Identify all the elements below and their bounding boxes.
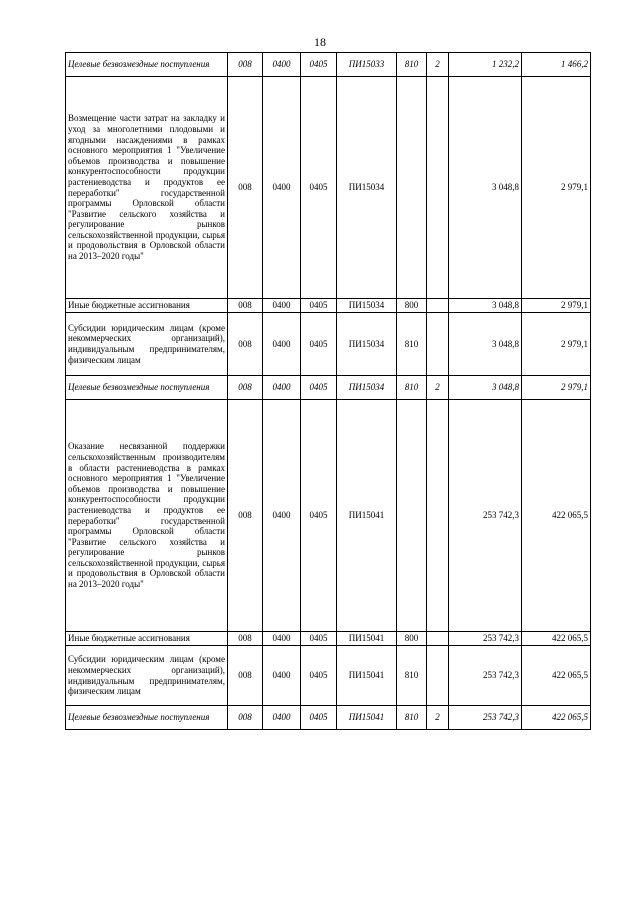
section-code: 0400 — [263, 313, 301, 376]
row-name: Возмещение части затрат на закладку и уход за многолетними плодовыми и ягодными насаждениями в рамках основного мероприятия 1 "Увеличение объемов производства и повышение конкурентоспособности продукции растениеводства и продуктов ее переработки" государственной программы Орловской области "Развитие сельского хозяйства и регулирование рынков сельскохозяйственной продукции, сырья и продовольствия в Орловской области на 2013–2020 годы" — [66, 77, 228, 299]
amount-year-1: 3 048,8 — [449, 299, 522, 313]
row-name: Целевые безвозмездные поступления — [66, 53, 228, 77]
section-code: 0400 — [263, 376, 301, 400]
amount-year-2: 422 065,5 — [522, 632, 591, 646]
subsection-code: 0405 — [301, 632, 337, 646]
source-code — [427, 313, 449, 376]
amount-year-2: 422 065,5 — [522, 706, 591, 730]
amount-year-1: 1 232,2 — [449, 53, 522, 77]
expense-type-code: 810 — [397, 376, 427, 400]
ministry-code: 008 — [228, 77, 263, 299]
section-code: 0400 — [263, 632, 301, 646]
ministry-code: 008 — [228, 313, 263, 376]
amount-year-2: 2 979,1 — [522, 313, 591, 376]
budget-table — [65, 52, 591, 730]
table-row — [66, 400, 591, 632]
amount-year-1: 253 742,3 — [449, 400, 522, 632]
amount-year-1: 3 048,8 — [449, 77, 522, 299]
row-name: Иные бюджетные ассигнования — [66, 299, 228, 313]
expense-type-code: 810 — [397, 313, 427, 376]
table-row — [66, 706, 591, 730]
target-code: ПИ15034 — [337, 313, 397, 376]
table-row — [66, 53, 591, 77]
subsection-code: 0405 — [301, 299, 337, 313]
amount-year-2: 2 979,1 — [522, 376, 591, 400]
row-name: Субсидии юридическим лицам (кроме некоммерческих организаций), индивидуальным предпринимателям, физическим лицам — [66, 646, 228, 706]
subsection-code: 0405 — [301, 400, 337, 632]
amount-year-2: 2 979,1 — [522, 77, 591, 299]
expense-type-code: 810 — [397, 706, 427, 730]
amount-year-1: 253 742,3 — [449, 632, 522, 646]
source-code: 2 — [427, 376, 449, 400]
target-code: ПИ15041 — [337, 632, 397, 646]
source-code — [427, 400, 449, 632]
target-code: ПИ15033 — [337, 53, 397, 77]
row-name: Целевые безвозмездные поступления — [66, 706, 228, 730]
section-code: 0400 — [263, 646, 301, 706]
section-code: 0400 — [263, 299, 301, 313]
target-code: ПИ15034 — [337, 376, 397, 400]
subsection-code: 0405 — [301, 313, 337, 376]
amount-year-1: 253 742,3 — [449, 706, 522, 730]
section-code: 0400 — [263, 53, 301, 77]
target-code: ПИ15041 — [337, 706, 397, 730]
table-row — [66, 646, 591, 706]
row-name: Субсидии юридическим лицам (кроме некоммерческих организаций), индивидуальным предпринимателям, физическим лицам — [66, 313, 228, 376]
subsection-code: 0405 — [301, 53, 337, 77]
target-code: ПИ15034 — [337, 299, 397, 313]
target-code: ПИ15041 — [337, 400, 397, 632]
section-code: 0400 — [263, 706, 301, 730]
ministry-code: 008 — [228, 400, 263, 632]
target-code: ПИ15041 — [337, 646, 397, 706]
expense-type-code: 800 — [397, 632, 427, 646]
section-code: 0400 — [263, 400, 301, 632]
row-name: Иные бюджетные ассигнования — [66, 632, 228, 646]
amount-year-2: 422 065,5 — [522, 646, 591, 706]
ministry-code: 008 — [228, 53, 263, 77]
ministry-code: 008 — [228, 632, 263, 646]
row-name: Целевые безвозмездные поступления — [66, 376, 228, 400]
amount-year-2: 422 065,5 — [522, 400, 591, 632]
amount-year-1: 3 048,8 — [449, 313, 522, 376]
subsection-code: 0405 — [301, 706, 337, 730]
expense-type-code — [397, 77, 427, 299]
subsection-code: 0405 — [301, 376, 337, 400]
table-row — [66, 313, 591, 376]
table-row — [66, 299, 591, 313]
source-code — [427, 646, 449, 706]
amount-year-1: 253 742,3 — [449, 646, 522, 706]
page-number: 18 — [314, 35, 326, 49]
ministry-code: 008 — [228, 376, 263, 400]
amount-year-2: 2 979,1 — [522, 299, 591, 313]
subsection-code: 0405 — [301, 646, 337, 706]
subsection-code: 0405 — [301, 77, 337, 299]
ministry-code: 008 — [228, 646, 263, 706]
table-row — [66, 632, 591, 646]
expense-type-code: 800 — [397, 299, 427, 313]
expense-type-code — [397, 400, 427, 632]
target-code: ПИ15034 — [337, 77, 397, 299]
source-code — [427, 77, 449, 299]
ministry-code: 008 — [228, 299, 263, 313]
table-row — [66, 77, 591, 299]
ministry-code: 008 — [228, 706, 263, 730]
expense-type-code: 810 — [397, 646, 427, 706]
row-name: Оказание несвязанной поддержки сельскохозяйственным производителям в области растениеводства в рамках основного мероприятия 1 "Увеличение объемов производства и повышение конкурентоспособности продукции растениеводства и продуктов ее переработки" государственной программы Орловской области "Развитие сельского хозяйства и регулирование рынков сельскохозяйственной продукции, сырья и продовольствия в Орловской области на 2013–2020 годы" — [66, 400, 228, 632]
amount-year-2: 1 466,2 — [522, 53, 591, 77]
source-code: 2 — [427, 706, 449, 730]
amount-year-1: 3 048,8 — [449, 376, 522, 400]
expense-type-code: 810 — [397, 53, 427, 77]
source-code — [427, 632, 449, 646]
section-code: 0400 — [263, 77, 301, 299]
source-code — [427, 299, 449, 313]
source-code: 2 — [427, 53, 449, 77]
table-row — [66, 376, 591, 400]
